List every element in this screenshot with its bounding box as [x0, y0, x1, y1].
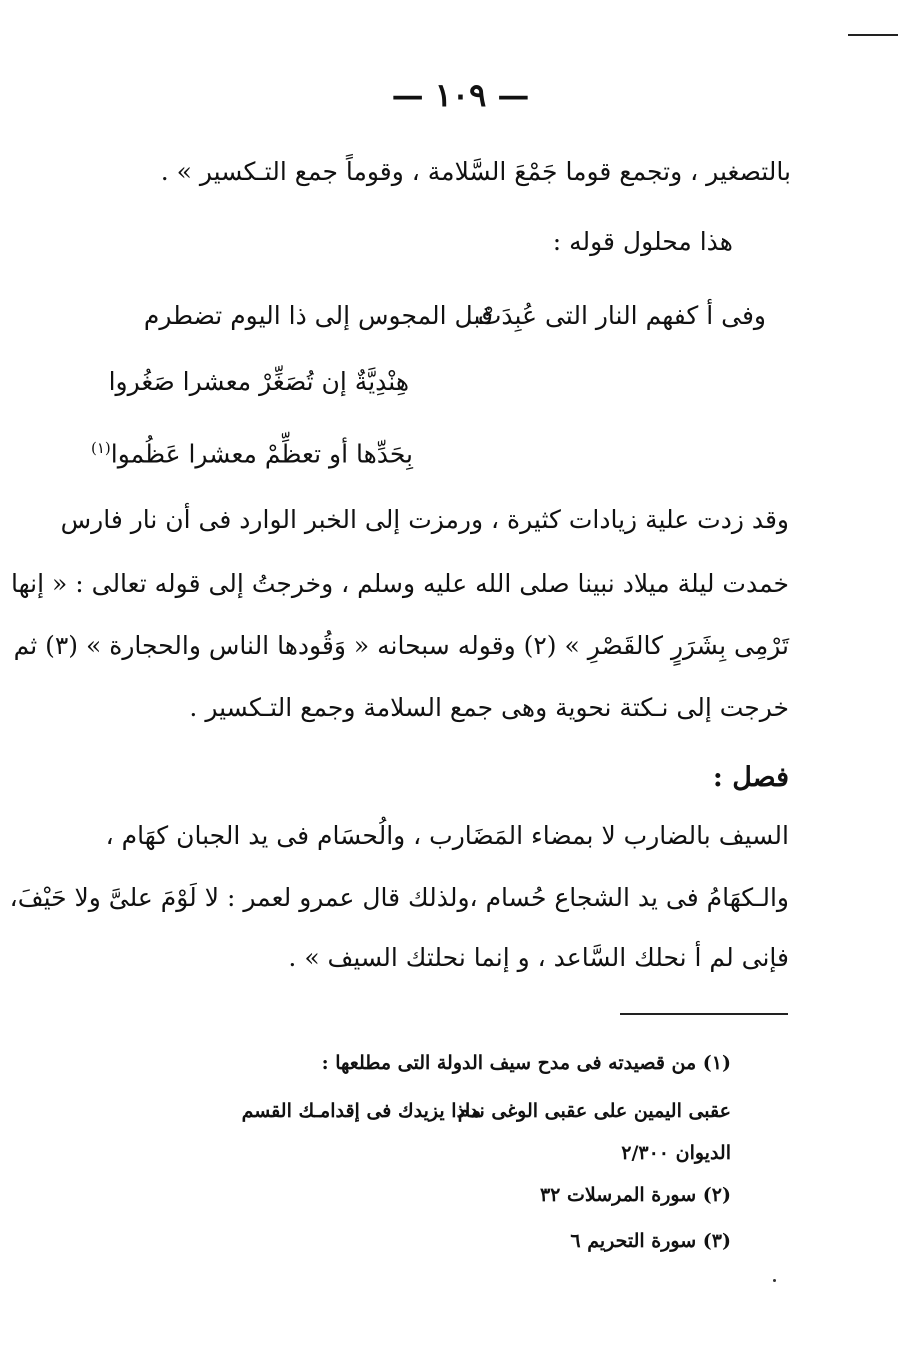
verse-3-words: بِحَدِّها أو تعظِّمْ معشرا عَظُموا — [110, 439, 413, 469]
verse-3 — [0, 428, 921, 468]
verse-3-text — [91, 428, 413, 474]
paragraph2-line-2: والـكهَامُ فى يد الشجاع حُسام ،ولذلك قال عمرو لعمر : لا لَوْمَ علىَّ ولا حَيْفَ، — [9, 883, 789, 912]
paragraph2-line-1: السيف بالضارب لا بمضاء المَضَارب ، والُحسَام فى يد الجبان كهَام ، — [105, 821, 789, 850]
paragraph1-line-2: خمدت ليلة ميلاد نبينا صلى الله عليه وسلم ، وخرجتُ إلى قوله تعالى : « إنها — [11, 569, 789, 598]
top-corner-rule — [848, 34, 898, 36]
footnote-marker-1: (١) — [90, 439, 111, 457]
paragraph1-line-1: وقد زدت علية زيادات كثيرة ، ورمزت إلى الخبر الوارد فى أن نار فارس — [60, 505, 789, 534]
text-line-intro: هذا محلول قوله : — [552, 227, 733, 256]
footnote-separator — [620, 1013, 788, 1015]
paragraph2-line-3: فإنى لم أ نحلك السَّاعد ، و إنما نحلتك السيف » . — [288, 943, 789, 972]
footnote-1-verse-second: ماذا يزيدك فى إقدامـك القسم — [241, 1100, 481, 1122]
verse-2-text: هِنْدِيَّةٌ إن تُصَغِّرْ معشرا صَغُروا — [108, 367, 409, 396]
footnote-2: (٢) سورة المرسلات ٣٢ — [539, 1184, 731, 1206]
verse-2 — [0, 362, 921, 402]
footnote-1-source: الديوان ٢/٣٠٠ — [621, 1142, 731, 1164]
verse-1-second-hemistich: قبل المجوس إلى ذا اليوم تضطرم — [143, 301, 493, 330]
footnote-1-verse-first: عقبى اليمين على عقبى الوغى ندم — [457, 1100, 731, 1122]
section-heading: فصل : — [712, 762, 789, 793]
text-line-continuation: بالتصغير ، وتجمع قوما جَمْعَ السَّلامة ، وقوماً جمع التـكسير » . — [160, 157, 791, 186]
footnote-1-intro: (١) من قصيدته فى مدح سيف الدولة التى مطلعها : — [321, 1052, 731, 1074]
verse-1 — [0, 296, 921, 336]
page-number: — ١٠٩ — — [391, 76, 530, 114]
paragraph1-line-3: تَرْمِى بِشَرَرٍ كالقَصْرِ » (٢) وقوله سبحانه « وَقُودها الناس والحجارة » (٣) ثم — [13, 631, 789, 660]
print-speck — [773, 1279, 776, 1282]
paragraph1-line-4: خرجت إلى نـكتة نحوية وهى جمع السلامة وجمع التـكسير . — [189, 693, 789, 722]
footnote-3: (٣) سورة التحريم ٦ — [570, 1230, 731, 1252]
verse-1-first-hemistich: وفى أ كفهم النار التى عُبِدَتْ — [477, 301, 766, 330]
